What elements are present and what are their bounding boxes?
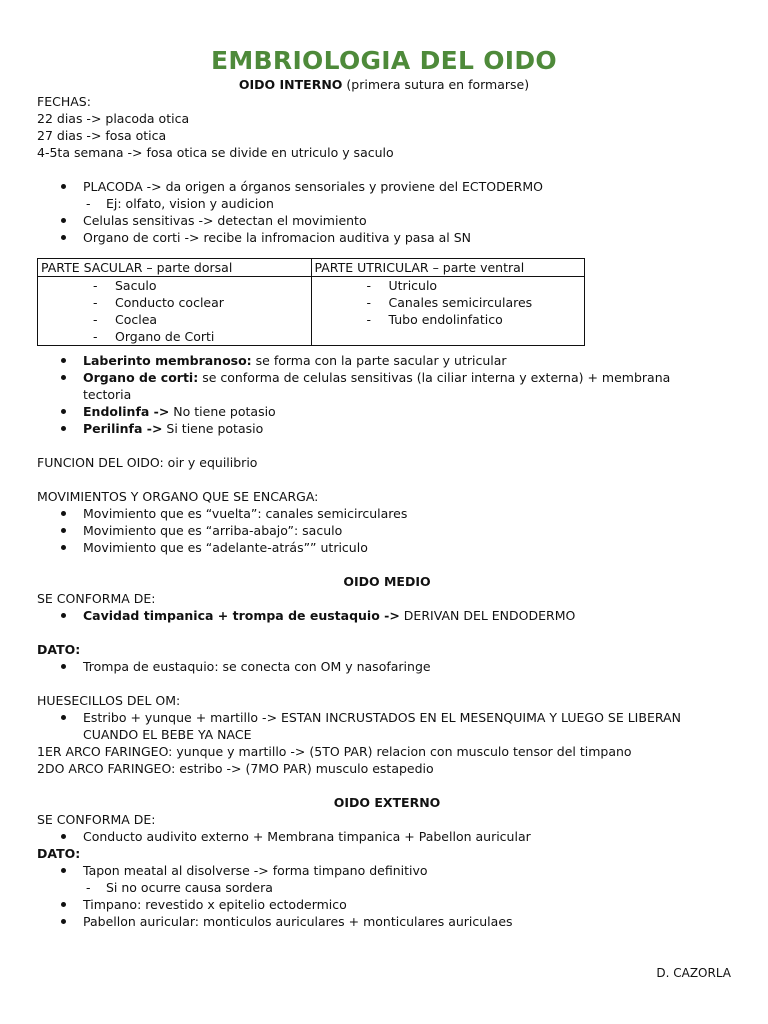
oido-medio-heading: OIDO MEDIO <box>343 574 431 589</box>
list-item: Movimiento que es “vuelta”: canales semicirculares <box>37 505 737 522</box>
document-page <box>37 46 737 930</box>
arco-line: 2DO ARCO FARINGEO: estribo -> (7MO PAR) musculo estapedio <box>37 761 434 776</box>
oido-externo-dato-label: DATO: <box>37 846 81 861</box>
table-list-item: - Saculo <box>41 277 308 294</box>
document-title: EMBRIOLOGIA DEL OIDO <box>210 46 557 75</box>
huesecillos-label: HUESECILLOS DEL OM: <box>37 693 181 708</box>
table-list-item: - Coclea <box>41 311 308 328</box>
funcion-line: FUNCION DEL OIDO: oir y equilibrio <box>37 455 258 470</box>
placoda-list <box>37 178 737 195</box>
list-item: Tapon meatal al disolverse -> forma timpano definitivo <box>37 862 737 879</box>
parts-table <box>37 258 585 346</box>
table-cell-utricular <box>311 277 585 346</box>
list-item: Endolinfa -> No tiene potasio <box>37 403 737 420</box>
fechas-label: FECHAS: <box>37 94 91 109</box>
list-item: Movimiento que es “adelante-atrás”” utriculo <box>37 539 737 556</box>
list-item: Organo de corti: se conforma de celulas sensitivas (la ciliar interna y externa) + membrana tectoria <box>37 369 737 403</box>
laberinto-list <box>37 352 737 437</box>
list-item: Trompa de eustaquio: se conecta con OM y nasofaringe <box>37 658 737 675</box>
list-item: Pabellon auricular: monticulos auriculares + monticulares auriculaes <box>37 913 737 930</box>
oido-externo-heading: OIDO EXTERNO <box>333 795 441 810</box>
subtitle-rest: (primera sutura en formarse) <box>342 77 530 92</box>
fechas-line: 27 dias -> fosa otica <box>37 128 167 143</box>
fechas-line: 22 dias -> placoda otica <box>37 111 190 126</box>
list-item: Estribo + yunque + martillo -> ESTAN INCRUSTADOS EN EL MESENQUIMA Y LUEGO SE LIBERAN CUANDO EL BEBE YA NACE <box>37 709 737 743</box>
table-cell-sacular <box>38 277 312 346</box>
table-list-item: - Conducto coclear <box>41 294 308 311</box>
table-list-item: - Canales semicirculares <box>315 294 582 311</box>
sub-list-item: - Si no ocurre causa sordera <box>37 879 737 896</box>
list-item: Cavidad timpanica + trompa de eustaquio -> DERIVAN DEL ENDODERMO <box>37 607 737 624</box>
oido-medio-conforma: SE CONFORMA DE: <box>37 591 156 606</box>
list-item: Movimiento que es “arriba-abajo”: saculo <box>37 522 737 539</box>
arco-line: 1ER ARCO FARINGEO: yunque y martillo -> (5TO PAR) relacion con musculo tensor del timpano <box>37 744 632 759</box>
table-list-item: - Utriculo <box>315 277 582 294</box>
table-list-item: - Organo de Corti <box>41 328 308 345</box>
sub-list-item: - Ej: olfato, vision y audicion <box>37 195 737 212</box>
fechas-line: 4-5ta semana -> fosa otica se divide en utriculo y saculo <box>37 145 394 160</box>
oido-externo-conforma: SE CONFORMA DE: <box>37 812 156 827</box>
list-item: PLACODA -> da origen a órganos sensoriales y proviene del ECTODERMO <box>37 178 737 195</box>
table-list-item: - Tubo endolinfatico <box>315 311 582 328</box>
author-signature: D. CAZORLA <box>656 966 731 980</box>
list-item: Conducto audivito externo + Membrana timpanica + Pabellon auricular <box>37 828 737 845</box>
list-item: Timpano: revestido x epitelio ectodermico <box>37 896 737 913</box>
document-subtitle <box>0 76 768 93</box>
table-header-sacular: PARTE SACULAR – parte dorsal <box>38 259 312 277</box>
list-item: Perilinfa -> Si tiene potasio <box>37 420 737 437</box>
list-item: Laberinto membranoso: se forma con la parte sacular y utricular <box>37 352 737 369</box>
table-header-utricular: PARTE UTRICULAR – parte ventral <box>311 259 585 277</box>
movimientos-label: MOVIMIENTOS Y ORGANO QUE SE ENCARGA: <box>37 489 319 504</box>
list-item: Organo de corti -> recibe la infromacion auditiva y pasa al SN <box>37 229 737 246</box>
oido-medio-dato-label: DATO: <box>37 642 81 657</box>
subtitle-bold: OIDO INTERNO <box>238 77 343 92</box>
movimientos-list <box>37 505 737 556</box>
list-item: Celulas sensitivas -> detectan el movimiento <box>37 212 737 229</box>
placoda-sublist <box>37 195 737 212</box>
